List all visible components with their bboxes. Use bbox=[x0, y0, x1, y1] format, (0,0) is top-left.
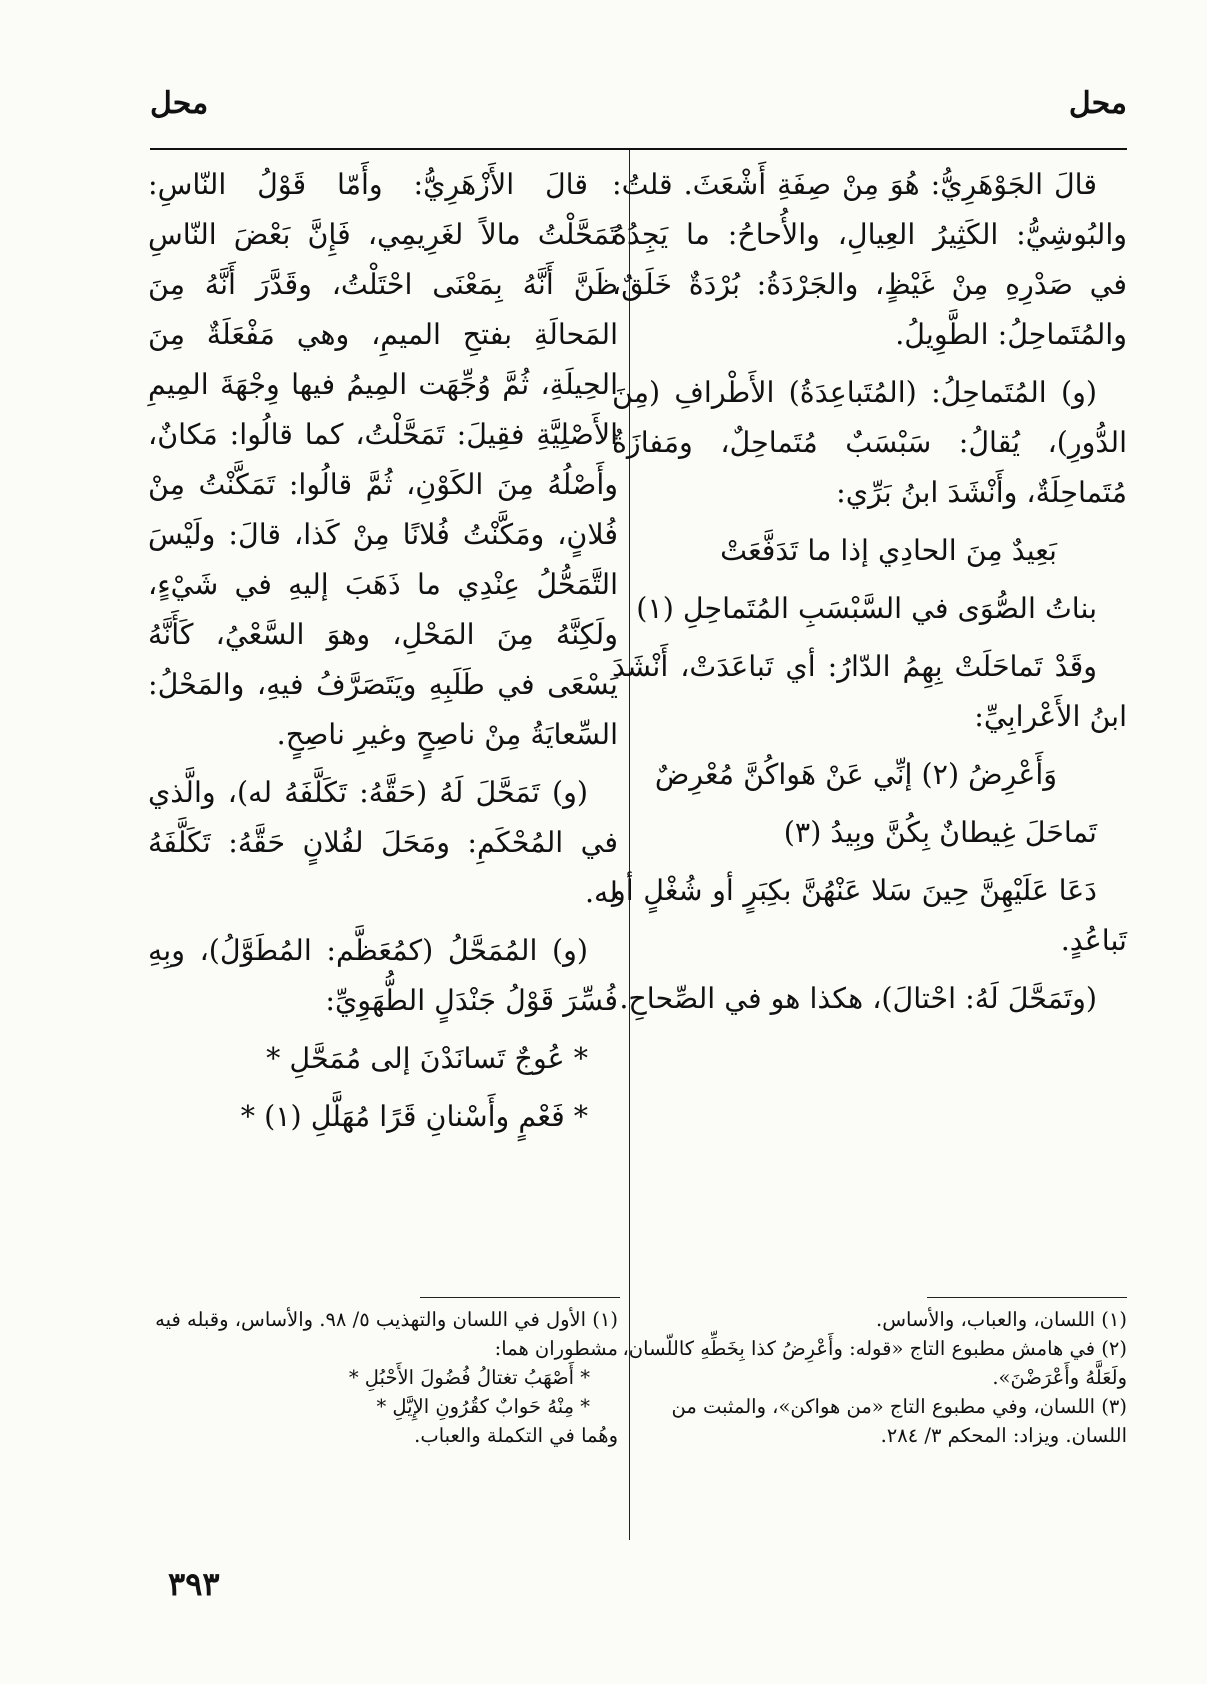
verse-line: بَعِيدٌ مِنَ الحادِي إذا ما تَدَفَّعَتْ bbox=[720, 534, 1057, 567]
footnote: (١) اللسان، والعباب، والأساس. bbox=[876, 1308, 1127, 1331]
paragraph: (وتَمَحَّلَ لَهُ: احْتالَ)، هكذا هو في الصِّحاحِ. bbox=[619, 982, 1097, 1015]
footnote-rule bbox=[420, 1297, 620, 1298]
footnotes-right bbox=[612, 1305, 1127, 1450]
footnote: (٣) اللسان، وفي مطبوع التاج «من هواكن»، والمثبت من اللسان. ويزاد: المحكم ٣/ ٢٨٤. bbox=[671, 1395, 1127, 1447]
footnote: (٢) في هامش مطبوع التاج «قوله: وأَعْرِضُ كذا بِخَطِّهِ كاللّسان، ولَعَلَّهُ وأَعْرَضْنَ». bbox=[622, 1337, 1127, 1389]
footnote-rule bbox=[927, 1297, 1127, 1298]
footnotes-left bbox=[148, 1305, 618, 1450]
verse-line: تَماحَلَ غِيطانٌ بِكُنَّ وبِيدُ (٣) bbox=[783, 816, 1097, 849]
footnote-verse: * أَصْهَبُ تغتالُ فُضُولَ الأَحْبُلِ * bbox=[348, 1366, 590, 1389]
paragraph: دَعَا عَلَيْهِنَّ حِينَ سَلا عَنْهُنَّ بكِبَرٍ أو شُغْلٍ أو تَباعُدٍ. bbox=[612, 874, 1127, 957]
verse-line: * عُوجٌ تَسانَدْنَ إلى مُمَحَّلِ * bbox=[266, 1042, 588, 1075]
header-right-word: محل bbox=[1068, 86, 1127, 121]
footnote: (١) الأول في اللسان والتهذيب ٥/ ٩٨. والأساس، وقبله فيه مشطوران هما: bbox=[155, 1308, 618, 1360]
verse-line: * فَعْمٍ وأَسْنانِ قَرًا مُهَلَّلِ (١) * bbox=[240, 1100, 588, 1133]
verse-line: وَأَعْرِضُ (٢) إنِّي عَنْ هَواكُنَّ مُعْرِضٌ bbox=[654, 758, 1057, 791]
left-column bbox=[148, 160, 618, 1150]
header-left-word: محل bbox=[150, 86, 209, 121]
paragraph: (و) المُتَماحِلُ: (المُتَباعِدَةُ) الأَطْرافِ (مِنَ الدُّورِ)، يُقالُ: سَبْسَبٌ مُتَماحِلٌ، ومَفازَةٌ مُتَماحِلَةٌ، وأَنْشَدَ ابنُ بَرِّي: bbox=[612, 376, 1127, 509]
right-column bbox=[612, 160, 1127, 1032]
footnote: وهُما في التكملة والعباب. bbox=[414, 1424, 618, 1447]
header-rule bbox=[150, 148, 1127, 150]
paragraph: (و) تَمَحَّلَ لَهُ (حَقَّهُ: تَكَلَّفَهُ له)، والَّذي في المُحْكَمِ: ومَحَلَ لفُلانٍ حَقَّهُ: تَكَلَّفَهُ له. bbox=[148, 776, 618, 909]
paragraph: قالَ الأَزْهَرِيُّ: وأَمّا قَوْلُ النّاسِ: تَمَحَّلْتُ مالاً لغَرِيمِي، فَإِنَّ بَعْضَ النّاسِ ظَنَّ أَنَّهُ بِمَعْنَى احْتَلْتُ، وقَدَّرَ أَنَّهُ مِنَ المَحالَةِ بفتحِ الميمِ، وهي مَفْعَلَةٌ مِنَ الحِيلَةِ، ثُمَّ وُجِّهَت المِيمُ فيها وِجْهَةَ المِيمِ الأَصْلِيَّةِ فقِيلَ: تَمَحَّلْتُ، كما قالُوا: مَكانٌ، وأَصْلُهُ مِنَ الكَوْنِ، ثُمَّ قالُوا: تَمَكَّنْتُ مِنْ فُلانٍ، ومَكَّنْتُ فُلانًا مِنْ كَذا، قالَ: ولَيْسَ التَّمَحُّلُ عِنْدِي ما ذَهَبَ إليهِ في شَيْءٍ، ولَكِنَّهُ مِنَ المَحْلِ، وهوَ السَّعْيُ، كَأَنَّهُ يَسْعَى في طَلَبِهِ ويَتَصَرَّفُ فيهِ، والمَحْلُ: السِّعايَةُ مِنْ ناصِحٍ وغيرِ ناصِحٍ. bbox=[148, 168, 618, 751]
footnote-verse: * مِنْهُ حَوابٌ كقُرُونِ الإِيَّلِ * bbox=[376, 1395, 590, 1418]
paragraph: قالَ الجَوْهَرِيُّ: هُوَ مِنْ صِفَةِ أَشْعَثَ. قلتُ: والبُوشِيُّ: الكَثِيرُ العِيالِ، والأُحاحُ: ما يَجِدُهُ في صَدْرِهِ مِنْ غَيْظٍ، والجَرْدَةُ: بُرْدَةٌ خَلَقٌ، والمُتَماحِلُ: الطَّوِيلُ. bbox=[612, 168, 1127, 351]
paragraph: (و) المُمَحَّلُ (كمُعَظَّم: المُطَوَّلُ)، وبِهِ فُسِّرَ قَوْلُ جَنْدَلٍ الطُّهَوِيِّ: bbox=[148, 934, 618, 1017]
paragraph: وقَدْ تَماحَلَتْ بِهِمُ الدّارُ: أي تَباعَدَتْ، أَنْشَدَ ابنُ الأَعْرابِيِّ: bbox=[612, 650, 1127, 733]
verse-line: بناتُ الصُّوَى في السَّبْسَبِ المُتَماحِلِ (١) bbox=[636, 592, 1097, 625]
page-number: ٣٩٣ bbox=[168, 1565, 220, 1603]
